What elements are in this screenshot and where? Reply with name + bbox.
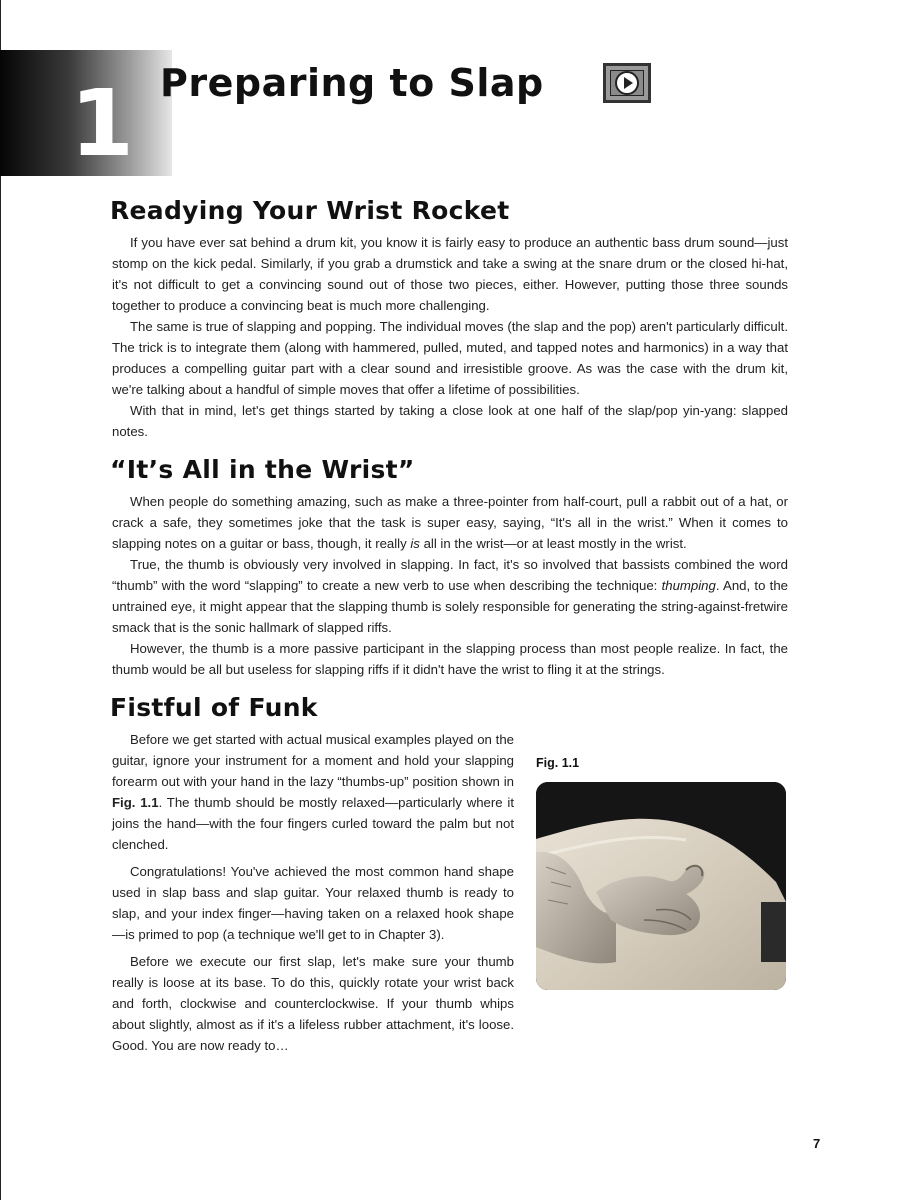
- text-run: all in the wrist—or at least mostly in the wrist.: [419, 536, 687, 551]
- hand-guitar-illustration: [536, 782, 786, 990]
- funk-text-column: [112, 729, 514, 1056]
- paragraph: With that in mind, let's get things started by taking a close look at one half of the slap/pop yin-yang: slapped notes.: [112, 403, 788, 439]
- figure-1-1: [536, 753, 786, 990]
- section-heading: Fistful of Funk: [110, 693, 318, 722]
- paragraph: [112, 729, 514, 855]
- play-circle-icon: [614, 68, 640, 98]
- figure-photo-hand-on-guitar: [536, 782, 786, 990]
- section-heading: “It’s All in the Wrist”: [110, 455, 415, 484]
- chapter-title: Preparing to Slap: [160, 61, 544, 105]
- text-run: . The thumb should be mostly relaxed—particularly where it joins the hand—with the four fingers curled toward the palm but not clenched.: [112, 795, 514, 852]
- emphasis: is: [410, 536, 420, 551]
- text-run: True, the thumb is obviously very involved in slapping. In fact, it's so involved that bassists combined the word “thumb” with the word “slapping” to create a new verb to use when describing the technique:: [112, 557, 788, 593]
- text-run: Before we get started with actual musical examples played on the guitar, ignore your instrument for a moment and hold your slapping forearm out with your hand in the lazy “thumbs-up” position shown in: [112, 732, 514, 789]
- section-all-in-wrist: [112, 455, 788, 680]
- paragraph: Before we execute our first slap, let's make sure your thumb really is loose at its base. To do this, quickly rotate your wrist back and forth, clockwise and counterclockwise. If your thumb whips about slightly, almost as if it's a lifeless rubber attachment, it's loose. Good. You are now ready to…: [112, 954, 514, 1053]
- main-content: [112, 196, 788, 1069]
- chapter-number: 1: [70, 70, 135, 177]
- section-fistful-of-funk: [112, 693, 788, 1056]
- text-run: . And, to the untrained eye, it might appear that the slapping thumb is solely responsible for generating the string-against-fretwire smack that is the sonic hallmark of slapped riffs.: [112, 578, 788, 635]
- play-video-icon[interactable]: [603, 63, 651, 103]
- figure-label: Fig. 1.1: [536, 756, 580, 770]
- text-run: When people do something amazing, such as make a three-pointer from half-court, pull a rabbit out of a hat, or crack a safe, they sometimes joke that the task is super easy, saying, “It's all in the wrist.” When it comes to slapping notes on a guitar or bass, though, it really: [112, 494, 788, 551]
- paragraph: The same is true of slapping and popping. The individual moves (the slap and the pop) aren't particularly difficult. The trick is to integrate them (along with hammered, pulled, muted, and tapped notes and harmonics) in a way that produces a compelling guitar part with a clear sound and irresistible groove. As was the case with the drum kit, we're talking about a handful of simple moves that offer a lifetime of possibilities.: [112, 319, 788, 397]
- paragraph: However, the thumb is a more passive participant in the slapping process than most people realize. In fact, the thumb would be all but useless for slapping riffs if it didn't have the wrist to fling it at the strings.: [112, 641, 788, 677]
- paragraph: Congratulations! You've achieved the most common hand shape used in slap bass and slap guitar. Your relaxed thumb is ready to slap, and your index finger—having taken on a relaxed hook shape—is primed to pop (a technique we'll get to in Chapter 3).: [112, 864, 514, 942]
- paragraph: [112, 554, 788, 638]
- paragraph: If you have ever sat behind a drum kit, you know it is fairly easy to produce an authentic bass drum sound—just stomp on the kick pedal. Similarly, if you grab a drumstick and take a swing at the snare drum or the closed hi-hat, it's not difficult to get a convincing sound out of those two pieces, either. However, putting those three sounds together to produce a convincing beat is much more challenging.: [112, 235, 788, 313]
- page-number: 7: [813, 1136, 821, 1151]
- emphasis: thumping: [661, 578, 716, 593]
- page-edge-rule: [0, 0, 1, 1200]
- paragraph: [112, 491, 788, 554]
- funk-body: [112, 729, 788, 1056]
- section-wrist-rocket: [112, 196, 788, 442]
- section-heading: Readying Your Wrist Rocket: [110, 196, 510, 225]
- figure-reference: Fig. 1.1: [112, 795, 159, 810]
